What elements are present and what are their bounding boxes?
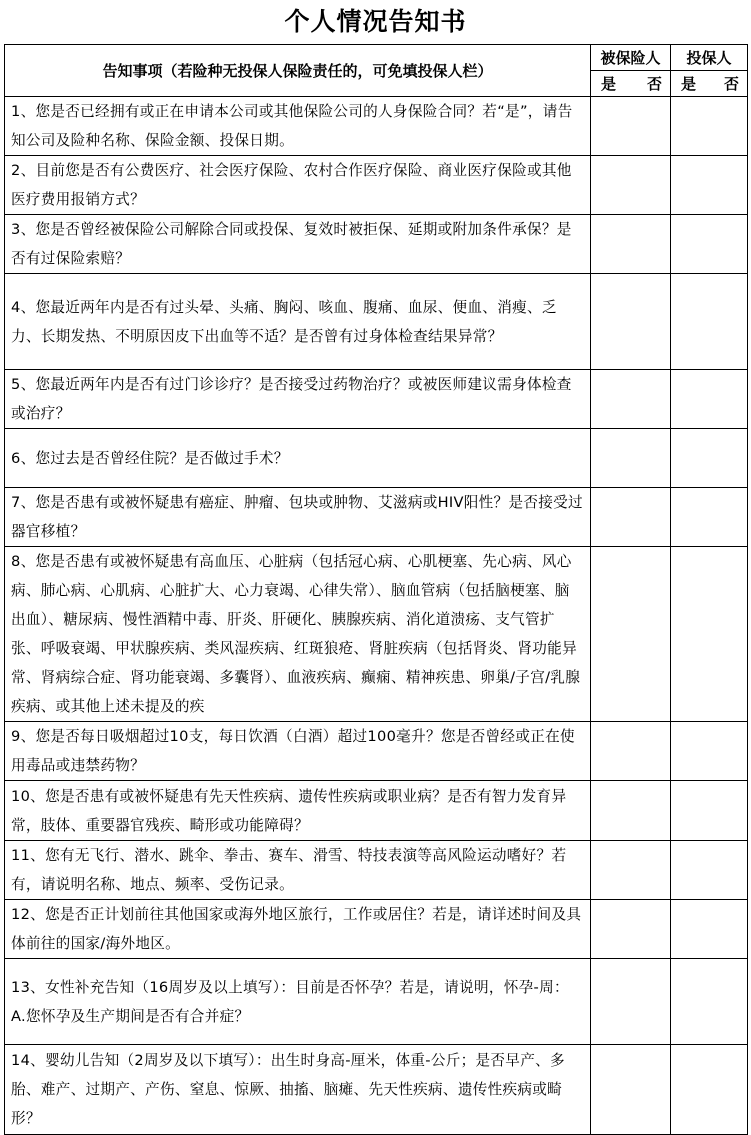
question-1: 1、您是否已经拥有或正在申请本公司或其他保险公司的人身保险合同？若“是”，请告知公司及险种名称、保险金额、投保日期。: [5, 97, 591, 156]
header-item: 告知事项（若险种无投保人保险责任的，可免填投保人栏）: [5, 45, 591, 97]
policyholder-answer-3[interactable]: [671, 215, 748, 274]
question-12: 12、您是否正计划前往其他国家或海外地区旅行，工作或居住？若是，请详述时间及具体前往的国家/海外地区。: [5, 900, 591, 959]
policyholder-answer-10[interactable]: [671, 781, 748, 841]
policyholder-answer-11[interactable]: [671, 841, 748, 900]
header-policyholder: 投保人: [671, 45, 748, 71]
question-2: 2、目前您是否有公费医疗、社会医疗保险、农村合作医疗保险、商业医疗保险或其他医疗费用报销方式？: [5, 156, 591, 215]
question-13: 13、女性补充告知（16周岁及以上填写）：目前是否怀孕？若是，请说明，怀孕-周： A.您怀孕及生产期间是否有合并症？: [5, 959, 591, 1045]
question-10: 10、您是否患有或被怀疑患有先天性疾病、遗传性疾病或职业病？是否有智力发育异常，肢体、重要器官残疾、畸形或功能障碍？: [5, 781, 591, 841]
policyholder-answer-13[interactable]: [671, 959, 748, 1045]
insured-answer-6[interactable]: [591, 429, 671, 488]
insured-answer-5[interactable]: [591, 370, 671, 429]
policyholder-yes-no: [671, 71, 748, 97]
document-title: 个人情况告知书: [284, 7, 467, 36]
question-7: 7、您是否患有或被怀疑患有癌症、肿瘤、包块或肿物、艾滋病或HIV阳性？是否接受过器官移植？: [5, 488, 591, 547]
insured-yes-no: [591, 71, 671, 97]
insured-answer-2[interactable]: [591, 156, 671, 215]
policyholder-answer-8[interactable]: [671, 547, 748, 722]
policyholder-answer-12[interactable]: [671, 900, 748, 959]
question-6: 6、您过去是否曾经住院？是否做过手术？: [5, 429, 591, 488]
insured-answer-3[interactable]: [591, 215, 671, 274]
insured-answer-11[interactable]: [591, 841, 671, 900]
policyholder-answer-6[interactable]: [671, 429, 748, 488]
policyholder-answer-2[interactable]: [671, 156, 748, 215]
policyholder-answer-5[interactable]: [671, 370, 748, 429]
insured-answer-14[interactable]: [591, 1045, 671, 1135]
question-3: 3、您是否曾经被保险公司解除合同或投保、复效时被拒保、延期或附加条件承保？是否有过保险索赔？: [5, 215, 591, 274]
question-8: 8、您是否患有或被怀疑患有高血压、心脏病（包括冠心病、心肌梗塞、先心病、风心病、肺心病、心肌病、心脏扩大、心力衰竭、心律失常）、脑血管病（包括脑梗塞、脑出血）、糖尿病、慢性酒精中毒、肝炎、肝硬化、胰腺疾病、消化道溃疡、支气管扩张、呼吸衰竭、甲状腺疾病、类风湿疾病、红斑狼疮、肾脏疾病（包括肾炎、肾功能异常、肾病综合症、肾功能衰竭、多囊肾）、血液疾病、癫痫、精神疾患、卵巢/子宫/乳腺疾病、或其他上述未提及的疾: [5, 547, 591, 722]
insured-answer-1[interactable]: [591, 97, 671, 156]
insured-answer-8[interactable]: [591, 547, 671, 722]
question-14: 14、婴幼儿告知（2周岁及以下填写）：出生时身高-厘米，体重-公斤；是否早产、多胎、难产、过期产、产伤、窒息、惊厥、抽搐、脑瘫、先天性疾病、遗传性疾病或畸形？: [5, 1045, 591, 1135]
insured-answer-4[interactable]: [591, 274, 671, 370]
question-11: 11、您有无飞行、潜水、跳伞、拳击、赛车、滑雪、特技表演等高风险运动嗜好？若有，请说明名称、地点、频率、受伤记录。: [5, 841, 591, 900]
question-4: 4、您最近两年内是否有过头晕、头痛、胸闷、咳血、腹痛、血尿、便血、消瘦、乏力、长期发热、不明原因皮下出血等不适？是否曾有过身体检查结果异常？: [5, 274, 591, 370]
disclosure-table: [4, 44, 748, 1135]
policyholder-no-label: 否: [723, 75, 739, 93]
insured-answer-10[interactable]: [591, 781, 671, 841]
insured-no-label: 否: [646, 75, 662, 93]
header-insured: 被保险人: [591, 45, 671, 71]
question-9: 9、您是否每日吸烟超过10支，每日饮酒（白酒）超过100毫升？您是否曾经或正在使用毒品或违禁药物？: [5, 722, 591, 781]
policyholder-answer-9[interactable]: [671, 722, 748, 781]
insured-yes-label: 是: [601, 75, 617, 93]
policyholder-answer-4[interactable]: [671, 274, 748, 370]
insured-answer-7[interactable]: [591, 488, 671, 547]
insured-answer-12[interactable]: [591, 900, 671, 959]
policyholder-answer-1[interactable]: [671, 97, 748, 156]
policyholder-answer-7[interactable]: [671, 488, 748, 547]
insured-answer-9[interactable]: [591, 722, 671, 781]
policyholder-yes-label: 是: [681, 75, 697, 93]
policyholder-answer-14[interactable]: [671, 1045, 748, 1135]
insured-answer-13[interactable]: [591, 959, 671, 1045]
question-5: 5、您最近两年内是否有过门诊诊疗？是否接受过药物治疗？或被医师建议需身体检查或治疗？: [5, 370, 591, 429]
